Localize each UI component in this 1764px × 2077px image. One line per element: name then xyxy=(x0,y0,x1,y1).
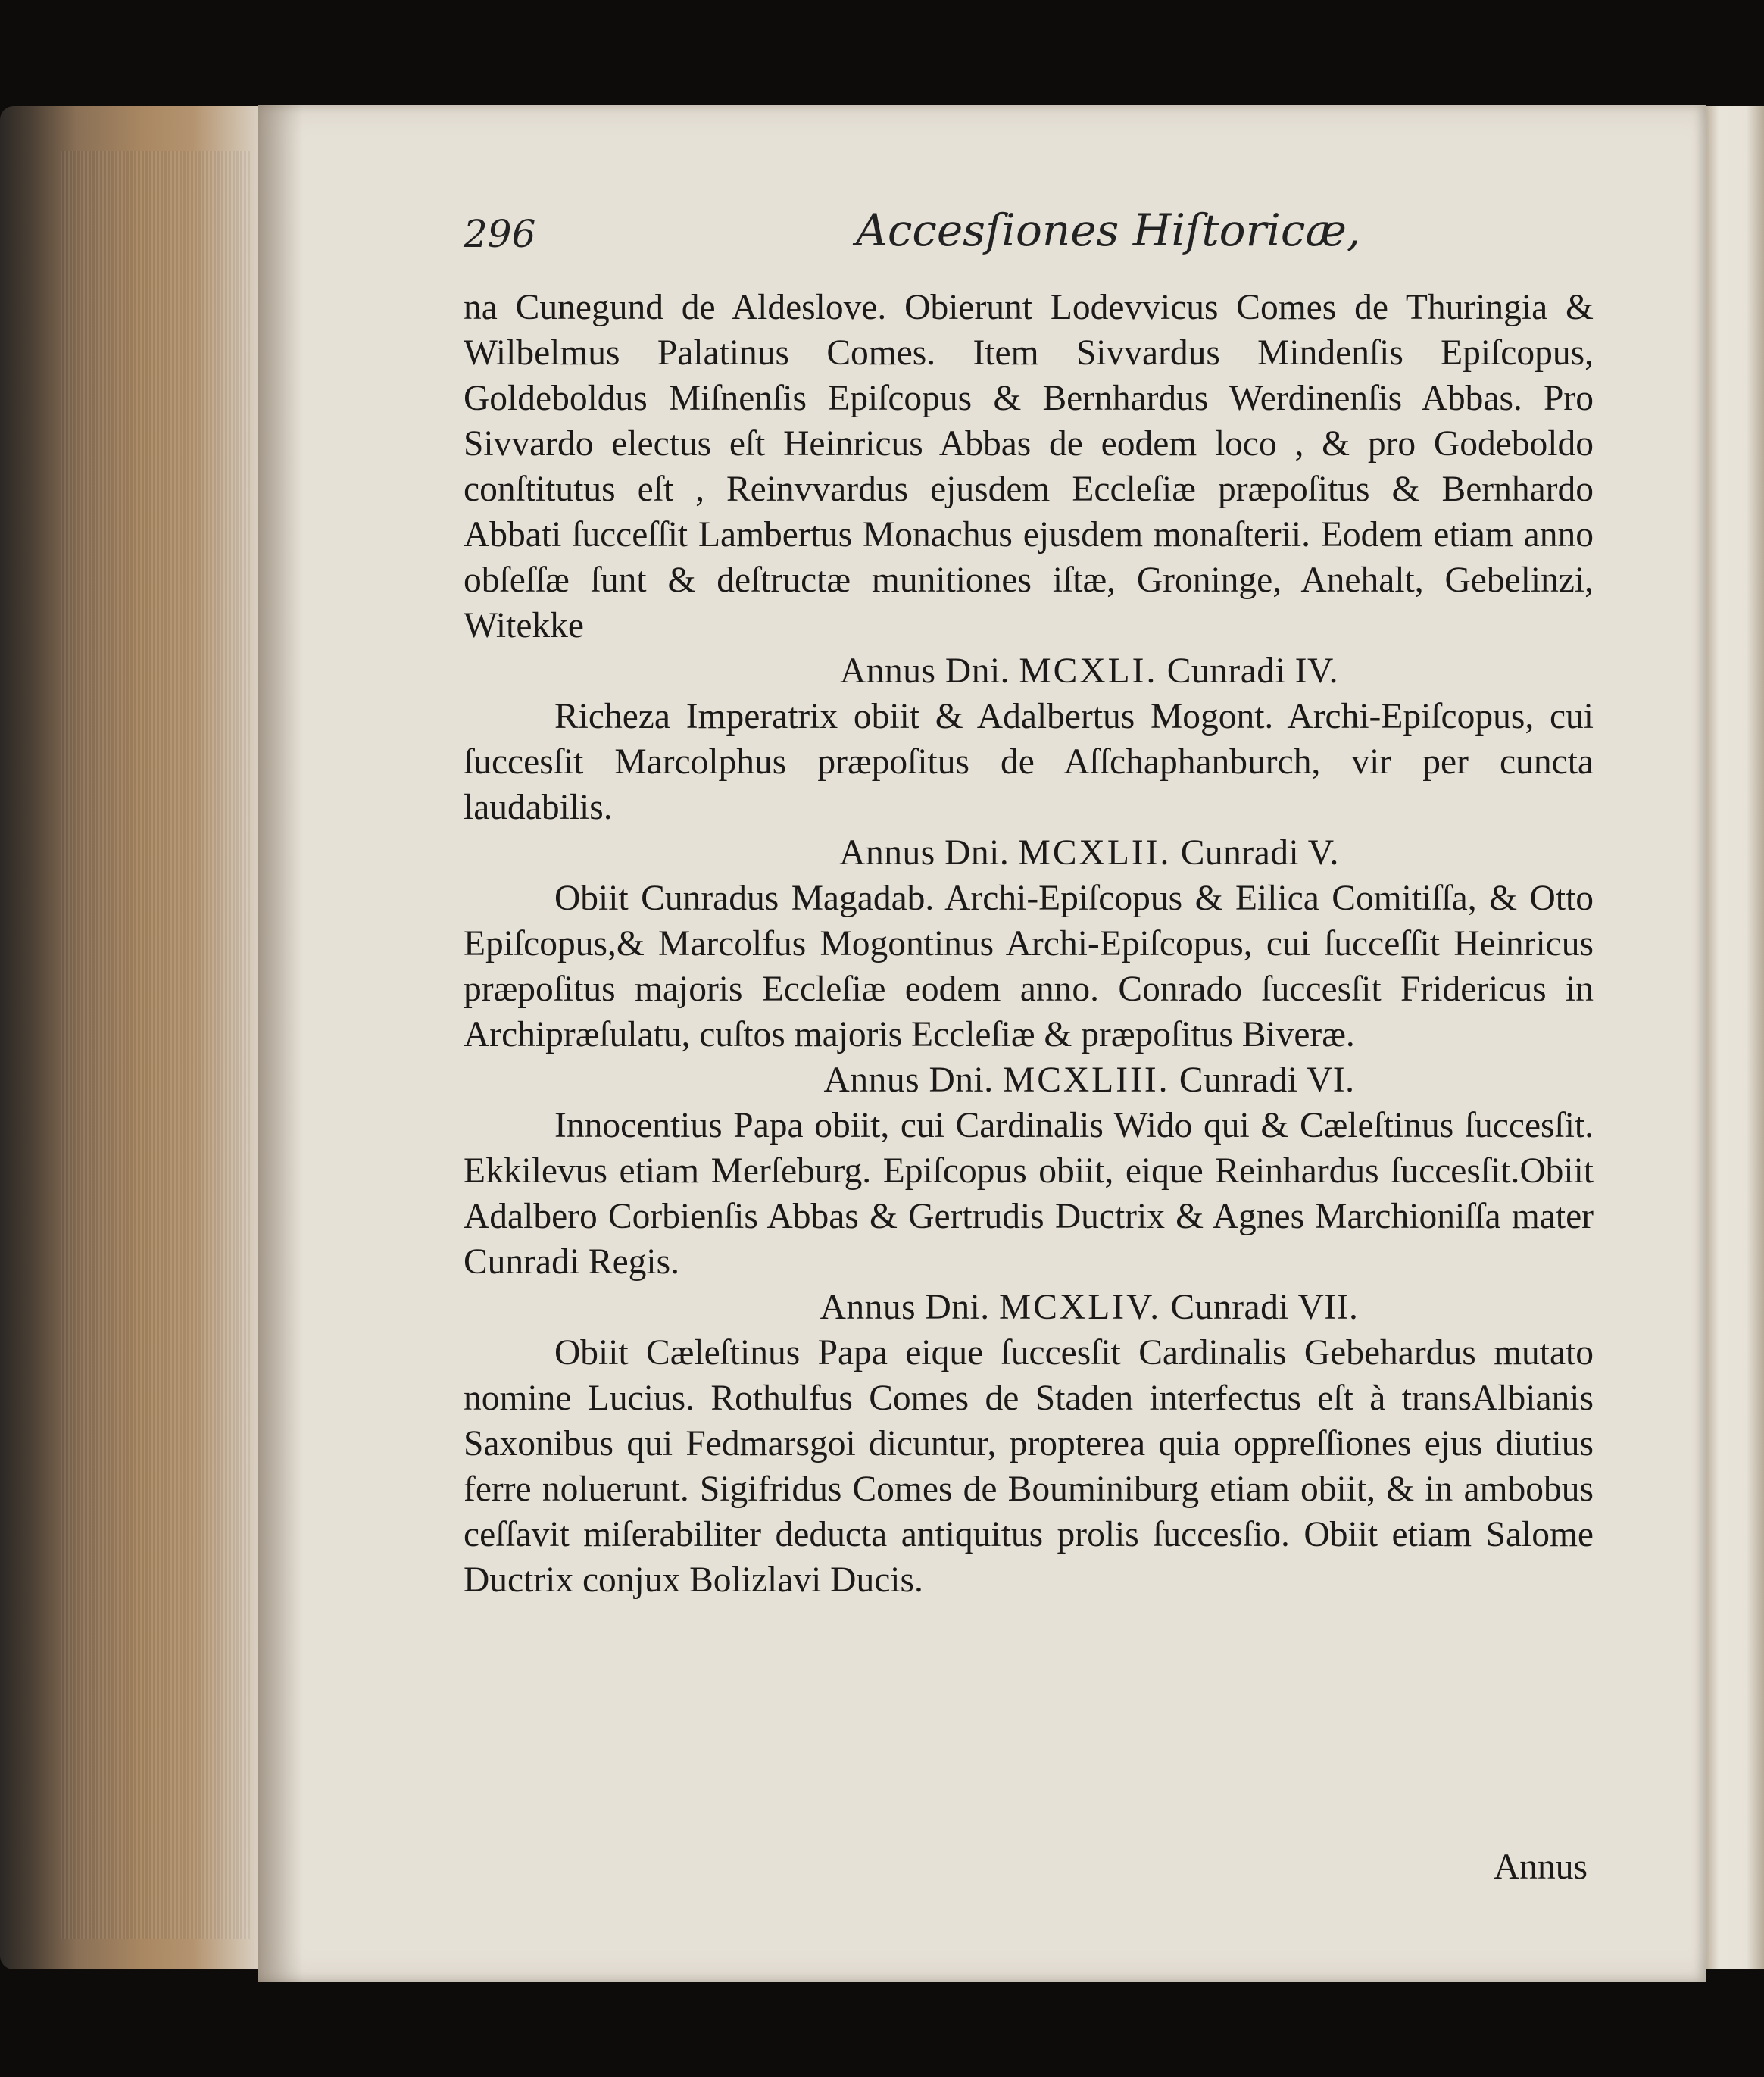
text-block xyxy=(464,285,1594,1603)
year-heading-1141 xyxy=(464,648,1594,694)
year-king: Cunradi IV. xyxy=(1166,651,1338,691)
year-heading-1142 xyxy=(464,830,1594,876)
year-king: Cunradi V. xyxy=(1180,833,1339,873)
gutter-shadow xyxy=(258,105,303,1982)
year-label: Annus Dni. xyxy=(823,1060,994,1100)
year-label: Annus Dni. xyxy=(820,1288,990,1327)
year-label: Annus Dni. xyxy=(839,833,1010,873)
year-roman: MCXLII. xyxy=(1018,833,1172,873)
paragraph-5: Obiit Cæleſtinus Papa eique ſuccesſit Cardinalis Gebehardus mutato nomine Lucius. Rothulfus Comes de Staden interfectus eſt à transAlbianis Saxonibus qui Fedmarsgoi dicuntur, propterea quia oppreſſiones ejus diutius ferre noluerunt. Sigifridus Comes de Bouminiburg etiam obiit, & in ambobus ceſſavit miſerabiliter deducta antiquitus prolis ſuccesſio. Obiit etiam Salome Ductrix conjux Bolizlavi Ducis. xyxy=(464,1333,1594,1600)
paragraph-2: Richeza Imperatrix obiit & Adalbertus Mogont. Archi-Epiſcopus, cui ſuccesſit Marcolphus præpoſitus de Aſſchaphanburch, vir per cuncta laudabilis. xyxy=(464,697,1594,827)
year-heading-1143 xyxy=(464,1057,1594,1103)
paragraph-4: Innocentius Papa obiit, cui Cardinalis Wido qui & Cæleſtinus ſuccesſit. Ekkilevus etiam Merſeburg. Epiſcopus obiit, eique Reinhardus ſuccesſit.Obiit Adalbero Corbienſis Abbas & Gertrudis Ductrix & Agnes Marchioniſſa mater Cunradi Regis. xyxy=(464,1106,1594,1282)
book-page xyxy=(258,105,1706,1982)
page-header xyxy=(258,205,1706,265)
year-king: Cunradi VI. xyxy=(1179,1060,1355,1100)
year-heading-1144 xyxy=(464,1285,1594,1330)
year-label: Annus Dni. xyxy=(839,651,1010,691)
book-page-edges-left xyxy=(0,106,258,1969)
paragraph-3: Obiit Cunradus Magadab. Archi-Epiſcopus & Eilica Comitiſſa, & Otto Epiſcopus,& Marcolfus Mogontinus Archi-Epiſcopus, cui ſucceſſit Heinricus præpoſitus majoris Eccleſiæ eodem anno. Conrado ſuccesſit Fridericus in Archipræſulatu, cuſtos majoris Eccleſiæ & præpoſitus Biveræ. xyxy=(464,879,1594,1054)
paragraph-1: na Cunegund de Aldeslove. Obierunt Lodevvicus Comes de Thuringia & Wilbelmus Palatinus Comes. Item Sivvardus Mindenſis Epiſcopus, Goldeboldus Miſnenſis Epiſcopus & Bernhardus Werdinenſis Abbas. Pro Sivvardo electus eſt Heinricus Abbas de eodem loco , & pro Godeboldo conſtitutus eſt , Reinvvardus ejusdem Eccleſiæ præpoſitus & Bernhardo Abbati ſucceſſit Lambertus Monachus ejusdem monaſterii. Eodem etiam anno obſeſſæ ſunt & deſtructæ munitiones iſtæ, Groninge, Anehalt, Gebelinzi, Witekke xyxy=(464,288,1594,645)
running-head: Accesſiones Hiſtoricæ, xyxy=(856,205,1361,256)
page-number: 296 xyxy=(464,212,536,256)
year-king: Cunradi VII. xyxy=(1170,1288,1359,1327)
year-roman: MCXLIV. xyxy=(999,1288,1162,1327)
catchword: Annus xyxy=(1494,1847,1588,1887)
year-roman: MCXLIII. xyxy=(1002,1060,1170,1100)
book-page-edges-right xyxy=(1704,106,1764,1969)
year-roman: MCXLI. xyxy=(1019,651,1158,691)
